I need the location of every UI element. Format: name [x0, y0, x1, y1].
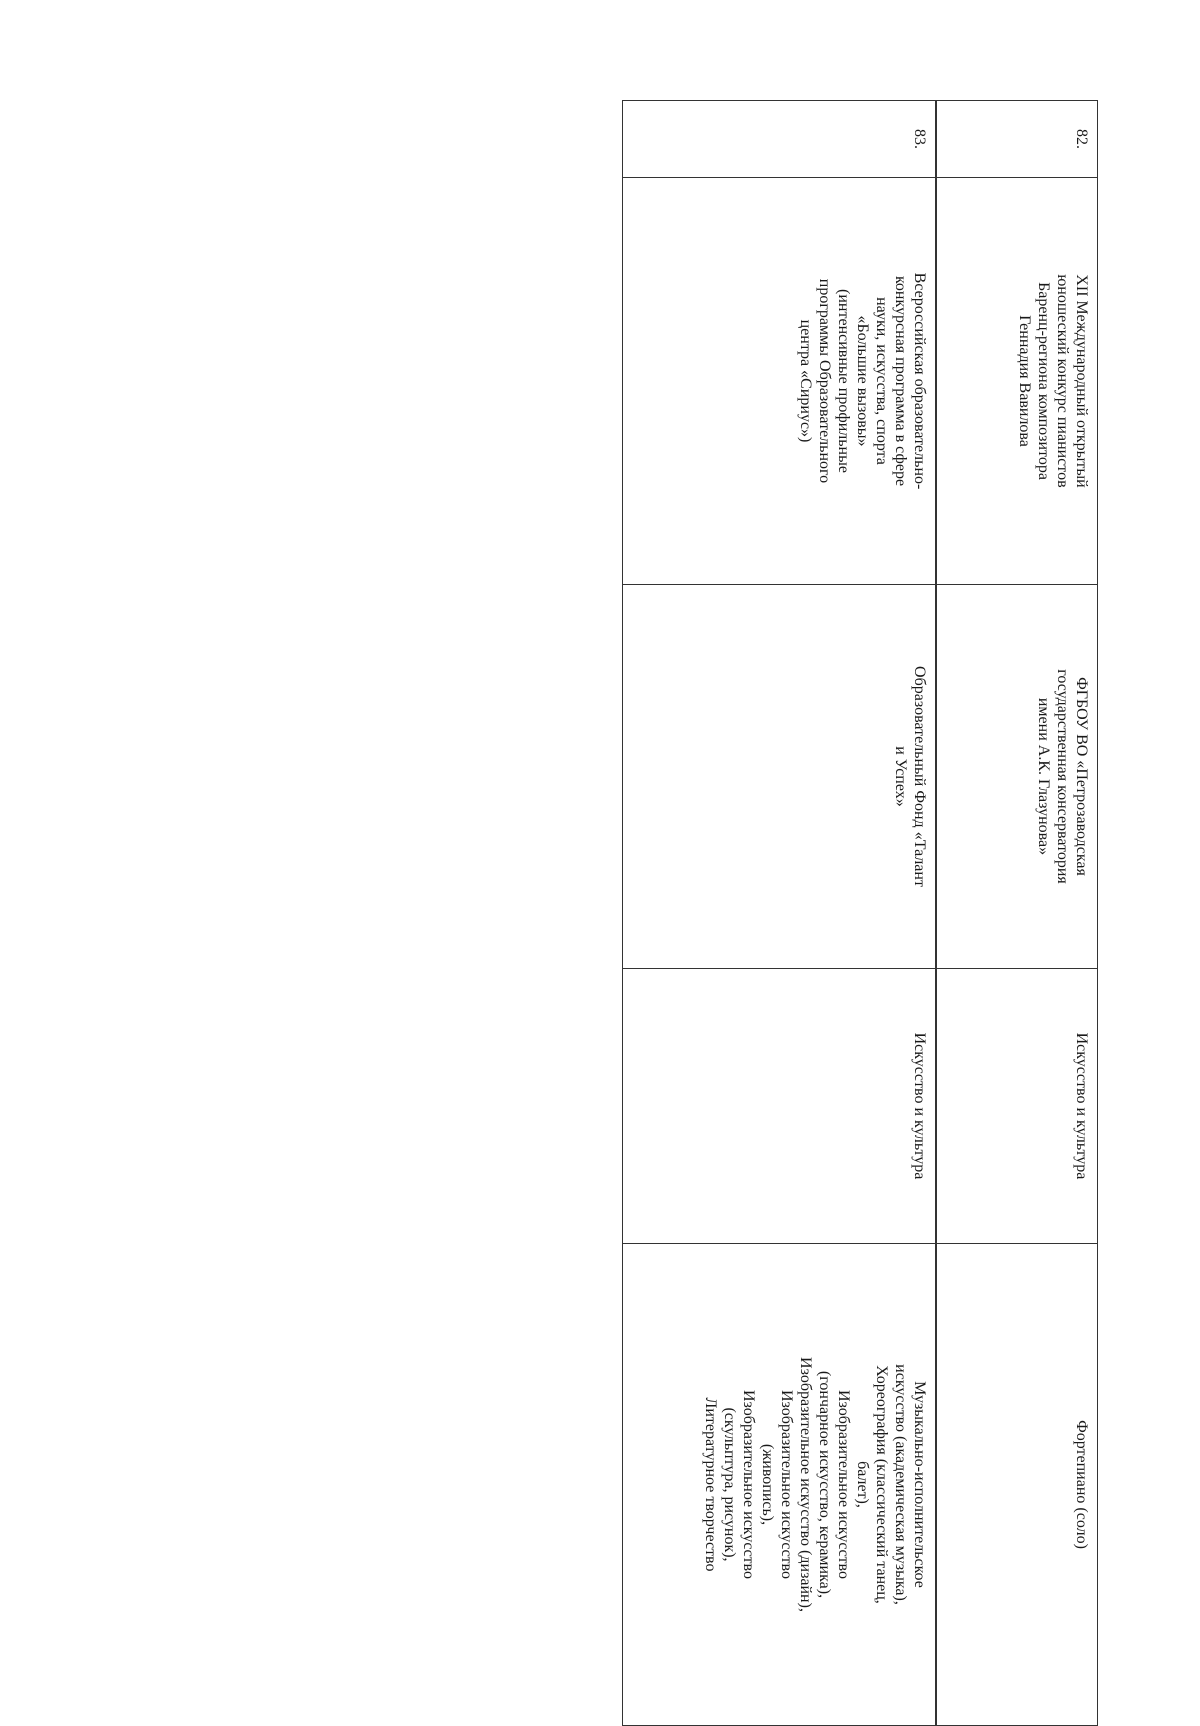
table-row	[623, 101, 937, 1726]
specialization-line: Хореография (классический танец,	[873, 1365, 890, 1604]
specialization-line: (живопись),	[759, 1443, 776, 1526]
organizer-line: Образовательный Фонд «Талант	[911, 666, 928, 887]
event-name-line: Всероссийская образовательно-	[911, 272, 928, 490]
event-name-cell	[936, 178, 1098, 585]
event-name-line: науки, искусства, спорта	[873, 297, 890, 465]
event-name-line: Геннадия Вавилова	[1016, 315, 1033, 447]
event-name-cell	[623, 178, 937, 585]
specialization-line: искусство (академическая музыка),	[892, 1364, 909, 1605]
competitions-table	[622, 100, 1098, 1726]
field-cell	[936, 969, 1098, 1244]
specialization-line: Изобразительное искусство	[835, 1390, 852, 1579]
field-cell	[623, 969, 937, 1244]
row-number: 82.	[1073, 129, 1090, 149]
row-number: 83.	[911, 129, 928, 149]
organizer-line: имени А.К. Глазунова»	[1035, 697, 1052, 856]
event-name-line: (интенсивные профильные	[835, 289, 852, 473]
organizer-line: и Успех»	[892, 746, 909, 807]
event-name-line: юношеский конкурс пианистов	[1054, 274, 1071, 488]
event-name-line: XII Международный открытый	[1073, 274, 1090, 488]
specialization-line: (гончарное искусство, керамика),	[816, 1370, 833, 1599]
event-name-line: Баренц-региона композитора	[1035, 282, 1052, 480]
specialization-line: Изобразительное искусство	[778, 1390, 795, 1579]
specialization-line: балет),	[854, 1461, 871, 1508]
specialization-line: Музыкально-исполнительское	[911, 1381, 928, 1588]
field-text: Искусство и культура	[1073, 1032, 1090, 1180]
organizer-cell	[623, 585, 937, 969]
table-row	[936, 101, 1098, 1726]
rotated-page	[638, 100, 1098, 1640]
specialization-line: Изобразительное искусство	[740, 1390, 757, 1579]
event-name-line: конкурсная программа в сфере	[892, 275, 909, 487]
specialization-line: Изобразительное искусство (дизайн),	[797, 1357, 814, 1612]
event-name-line: центра «Сириус»)	[797, 319, 814, 443]
organizer-line: ФГБОУ ВО «Петрозаводская	[1073, 677, 1090, 876]
row-number-cell	[623, 101, 937, 178]
organizer-line: государственная консерватория	[1054, 669, 1071, 884]
event-name-line: «Большие вызовы»	[854, 315, 871, 447]
event-name-line: программы Образовательного	[816, 278, 833, 484]
specialization-line: (скульптура, рисунок),	[721, 1407, 738, 1562]
specialization-cell	[936, 1244, 1098, 1726]
specialization-line: Фортепиано (соло)	[1073, 1420, 1090, 1549]
organizer-cell	[936, 585, 1098, 969]
specialization-cell	[623, 1244, 937, 1726]
row-number-cell	[936, 101, 1098, 178]
field-text: Искусство и культура	[911, 1032, 928, 1180]
specialization-line: Литературное творчество	[702, 1397, 719, 1572]
